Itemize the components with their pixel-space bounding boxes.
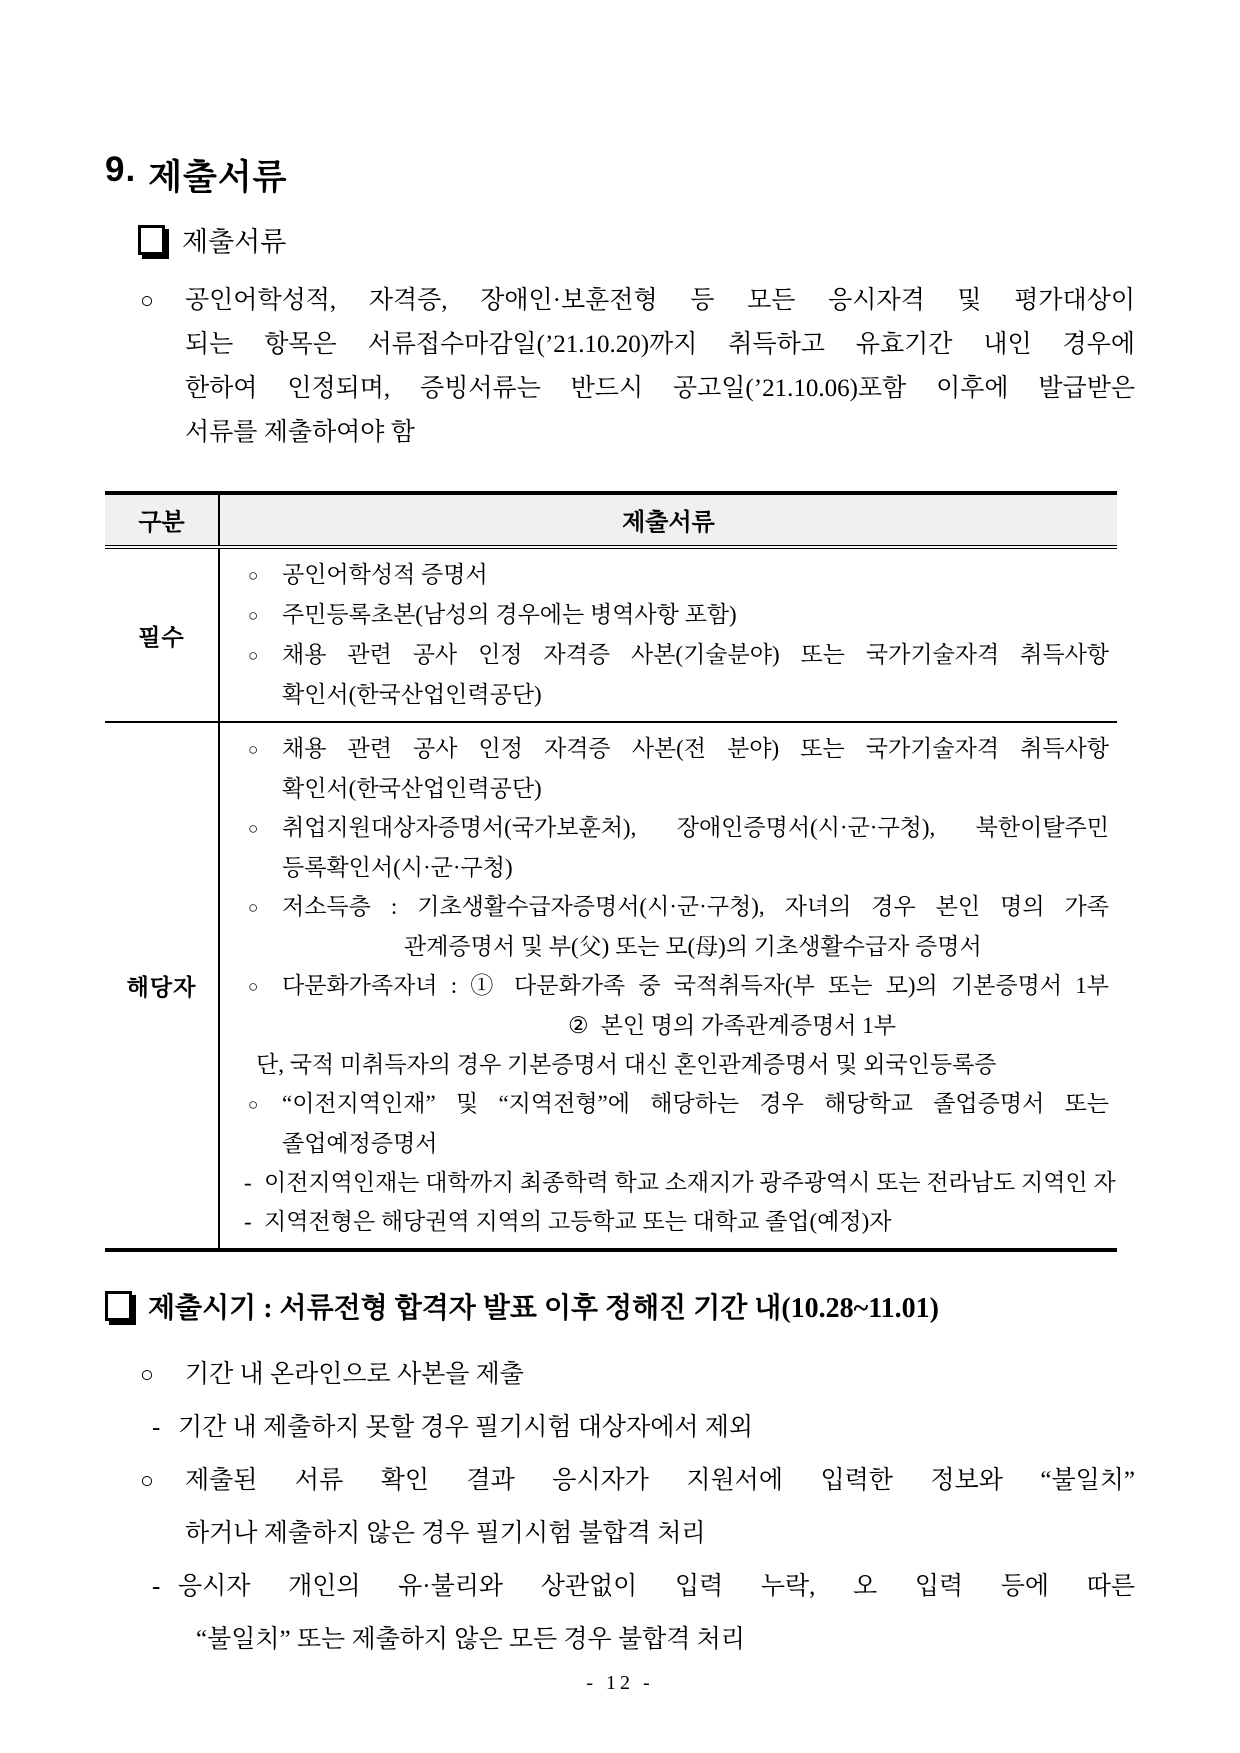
section-title: 제출서류	[148, 158, 288, 197]
text-line	[105, 1348, 1135, 1401]
text-line	[228, 1045, 1109, 1084]
text-line-content: 공인어학성적 증명서	[282, 562, 488, 587]
text-line-content: 서류를 제출하여야 함	[185, 419, 415, 446]
text-line	[105, 1454, 1135, 1507]
text-line-content: 지역전형은 해당권역 지역의 고등학교 또는 대학교 졸업(예정)자	[264, 1209, 892, 1234]
text-line	[228, 1006, 1109, 1045]
text-line	[105, 1507, 1135, 1560]
text-line-content: 기간 내 제출하지 못할 경우 필기시험 대상자에서 제외	[178, 1414, 754, 1441]
text-line-content: 관계증명서 및 부(父) 또는 모(母)의 기초생활수급자 증명서	[404, 934, 982, 959]
circle-bullet-icon: ○	[248, 898, 259, 917]
text-line	[105, 367, 1135, 411]
text-line-content: 확인서(한국산업인력공단)	[282, 682, 542, 707]
submission-docs-subheading	[138, 220, 1135, 259]
submission-period-bullets	[105, 1348, 1135, 1666]
text-line-content: 저소득층 : 기초생활수급자증명서(시·군·구청), 자녀의 경우 본인 명의 가족	[282, 894, 1109, 919]
circle-bullet-icon: ○	[248, 606, 259, 625]
category-cell-required: 필수	[105, 547, 219, 722]
submission-period-heading	[105, 1286, 1135, 1326]
text-line	[228, 1124, 1109, 1163]
text-line-content: 하거나 제출하지 않은 경우 필기시험 불합격 처리	[185, 1520, 706, 1547]
text-line-content: 다문화가족자녀 : ① 다문화가족 중 국적취득자(부 또는 모)의 기본증명서 1부	[282, 973, 1109, 998]
dash-bullet-icon: -	[244, 1170, 252, 1195]
text-line-content: 졸업예정증명서	[282, 1131, 438, 1156]
text-line-content: 되는 항목은 서류접수마감일(’21.10.20)까지 취득하고 유효기간 내인 경우에	[185, 331, 1135, 358]
text-line	[228, 595, 1109, 635]
text-line	[228, 769, 1109, 808]
category-cell-applicable: 해당자	[105, 722, 219, 1250]
text-line	[228, 808, 1109, 848]
table-row-applicable	[105, 722, 1117, 1250]
circle-bullet-icon: ○	[248, 566, 259, 585]
circle-bullet-icon: ○	[140, 1468, 154, 1493]
text-line	[105, 323, 1135, 367]
text-line-content: 등록확인서(시·군·구청)	[282, 855, 513, 880]
text-line	[228, 1202, 1109, 1241]
text-line-content: 채용 관련 공사 인정 자격증 사본(기술분야) 또는 국가기술자격 취득사항	[282, 642, 1109, 667]
table-header	[105, 493, 1117, 547]
text-line-content: 채용 관련 공사 인정 자격증 사본(전 분야) 또는 국가기술자격 취득사항	[282, 736, 1109, 761]
text-line-content: 주민등록초본(남성의 경우에는 병역사항 포함)	[282, 602, 737, 627]
text-line	[228, 1163, 1116, 1202]
square-bullet-icon	[105, 1291, 132, 1321]
text-line	[228, 887, 1109, 927]
square-bullet-icon	[138, 225, 165, 255]
dash-bullet-icon: -	[152, 1414, 161, 1441]
dash-bullet-icon: -	[244, 1209, 252, 1234]
text-line-content: 취업지원대상자증명서(국가보훈처), 장애인증명서(시·군·구청), 북한이탈주민	[282, 815, 1109, 840]
table-header-documents: 제출서류	[219, 493, 1117, 547]
submission-docs-subheading-label: 제출서류	[182, 227, 287, 257]
text-line-content: 기간 내 온라인으로 사본을 제출	[185, 1361, 524, 1388]
circle-bullet-icon: ○	[248, 977, 259, 996]
circle-bullet-icon: ○	[140, 288, 154, 313]
text-line	[228, 675, 1109, 714]
text-line	[105, 1613, 1135, 1666]
text-line	[228, 729, 1109, 769]
text-line	[228, 848, 1109, 887]
documents-cell-applicable	[219, 722, 1117, 1250]
text-line-content: 공인어학성적, 자격증, 장애인·보훈전형 등 모든 응시자격 및 평가대상이	[185, 287, 1135, 314]
circle-bullet-icon: ○	[248, 819, 259, 838]
circle-bullet-icon: ○	[248, 1095, 259, 1114]
text-line	[105, 279, 1135, 323]
section-number: 9.	[105, 150, 137, 189]
table-row-required	[105, 547, 1117, 722]
text-line	[105, 1401, 1135, 1454]
text-line	[228, 927, 1109, 966]
submission-period-heading-label: 제출시기 : 서류전형 합격자 발표 이후 정해진 기간 내(10.28~11.01)	[148, 1293, 939, 1324]
text-line	[228, 635, 1109, 675]
text-line-content: 단, 국적 미취득자의 경우 기본증명서 대신 혼인관계증명서 및 외국인등록증	[256, 1052, 997, 1077]
circle-bullet-icon: ○	[140, 1362, 154, 1387]
text-line-content: 이전지역인재는 대학까지 최종학력 학교 소재지가 광주광역시 또는 전라남도 지역인 자	[264, 1170, 1116, 1195]
text-line	[105, 411, 1135, 455]
section-heading	[105, 150, 1135, 200]
dash-bullet-icon: -	[152, 1573, 161, 1600]
numbered-bullet-icon: ②	[568, 1013, 589, 1038]
text-line	[228, 1084, 1109, 1124]
text-line	[105, 1560, 1135, 1613]
text-line-content: 한하여 인정되며, 증빙서류는 반드시 공고일(’21.10.06)포함 이후에 발급받은	[185, 375, 1135, 402]
text-line-content: 본인 명의 가족관계증명서 1부	[600, 1013, 896, 1038]
submission-docs-table	[105, 491, 1117, 1252]
text-line-content: “불일치” 또는 제출하지 않은 모든 경우 불합격 처리	[196, 1626, 745, 1653]
documents-cell-required	[219, 547, 1117, 722]
text-line-content: 응시자 개인의 유·불리와 상관없이 입력 누락, 오 입력 등에 따른	[178, 1573, 1135, 1600]
text-line-content: 확인서(한국산업인력공단)	[282, 776, 542, 801]
text-line-content: 제출된 서류 확인 결과 응시자가 지원서에 입력한 정보와 “불일치”	[185, 1467, 1135, 1494]
text-line	[228, 555, 1109, 595]
page-content	[105, 150, 1135, 1666]
text-line	[228, 966, 1109, 1006]
text-line-content: “이전지역인재” 및 “지역전형”에 해당하는 경우 해당학교 졸업증명서 또는	[282, 1091, 1109, 1116]
submission-docs-intro-paragraph	[105, 279, 1135, 455]
page-number: - 12 -	[586, 1672, 654, 1694]
circle-bullet-icon: ○	[248, 740, 259, 759]
circle-bullet-icon: ○	[248, 646, 259, 665]
table-header-category: 구분	[105, 493, 219, 547]
